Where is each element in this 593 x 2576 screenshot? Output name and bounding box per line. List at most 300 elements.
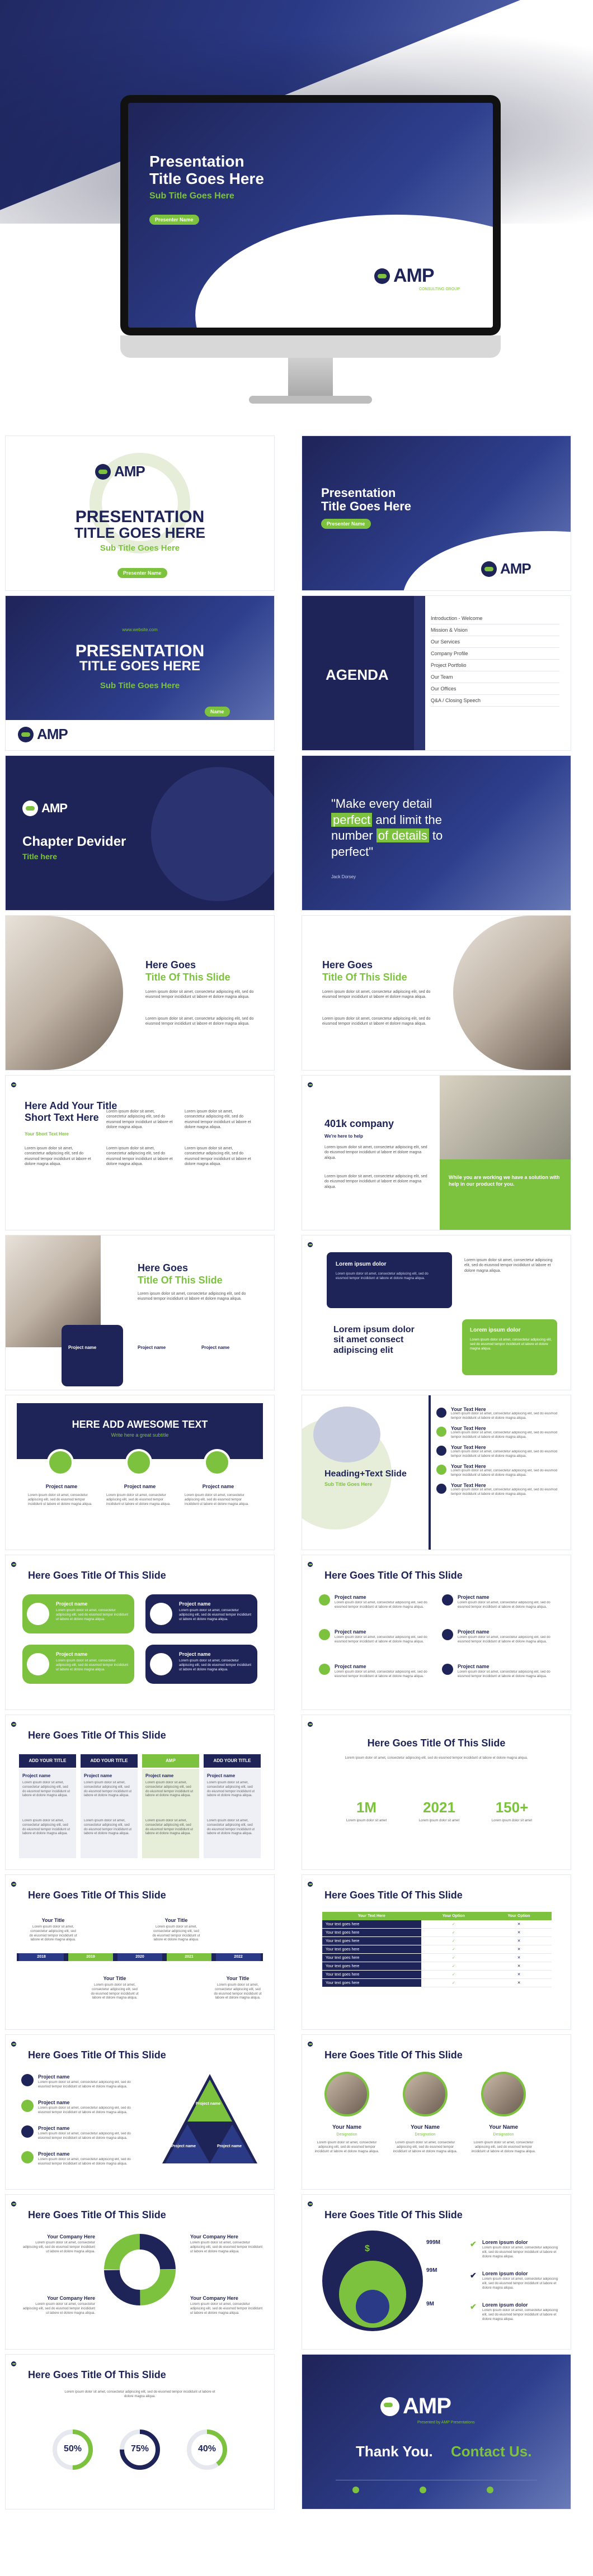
slide13-body2: Lorem ipsum dolor sit amet, consectetur adipiscing elit, sed do eiusmod tempor incididunt ut labore et dolore magna aliqua.: [106, 1494, 171, 1506]
timeline-body: Lorem ipsum dolor sit amet, consectetur adipiscing elit, sed do eiusmod tempor incididunt ut labore et dolore magna aliqua.: [152, 1925, 200, 1942]
table-header: Your Option: [486, 1912, 552, 1920]
slide9-col2b: Lorem ipsum dolor sit amet, consectetur adipiscing elit, sed do eiusmod tempor incididunt ut labore et dolore magna aliqua.: [106, 1147, 173, 1167]
cross-icon: ✕: [486, 1971, 552, 1979]
slide-awesome[interactable]: [6, 1395, 274, 1550]
slide18-stat-value: 2021: [423, 1799, 455, 1816]
team-photo: [324, 2072, 369, 2116]
slide16-project: Project name: [458, 1664, 490, 1669]
hero-banner: [0, 0, 593, 425]
project-icon: [319, 1664, 330, 1675]
agenda-item: Our Offices: [431, 683, 559, 695]
slide2-button[interactable]: Presenter Name: [321, 519, 371, 529]
slide-percentages[interactable]: [6, 2355, 274, 2509]
slide14-sub: Sub Title Goes Here: [324, 1481, 373, 1487]
project-icon-1: [47, 1449, 74, 1476]
agenda-item: Introduction - Welcome: [431, 613, 559, 624]
slide10-title: 401k company: [324, 1118, 394, 1129]
slide17-body: Lorem ipsum dolor sit amet, consectetur adipiscing elit, sed do eiusmod tempor incididunt ut labore et dolore magna aliqua.: [207, 1781, 255, 1798]
slide17-body: Lorem ipsum dolor sit amet, consectetur adipiscing elit, sed do eiusmod tempor incididunt ut labore et dolore magna aliqua.: [84, 1781, 132, 1798]
phone-icon[interactable]: [352, 2487, 359, 2493]
slide-stats[interactable]: [302, 1715, 571, 1869]
team-body: Lorem ipsum dolor sit amet, consectetur adipiscing elit, sed do eiusmod tempor incididunt ut labore et dolore magna aliqua.: [471, 2141, 536, 2153]
hands-laptop-photo: [453, 916, 571, 1070]
team-name: Your Name: [488, 2124, 519, 2130]
slide24-item: Lorem ipsum dolor: [482, 2302, 528, 2308]
team-role: Designation: [336, 2133, 357, 2137]
table-row: [322, 1929, 552, 1937]
slide23-body: Lorem ipsum dolor sit amet, consectetur adipiscing elit, sed do eiusmod tempor incididunt ut labore et dolore magna aliqua.: [22, 2241, 95, 2253]
slide8-title2: Title Of This Slide: [322, 972, 407, 983]
project-icon: [319, 1594, 330, 1606]
slide2-logo: AMP: [481, 560, 531, 577]
project-icon: [27, 1653, 49, 1675]
slide-chapter[interactable]: [6, 756, 274, 910]
agenda-title: AGENDA: [326, 666, 389, 683]
slide-thank-you[interactable]: [302, 2355, 571, 2509]
table-cell: Your text goes here: [322, 1945, 421, 1954]
slide17-col-head: ADD YOUR TITLE: [81, 1754, 138, 1768]
table-header: Your Text Here: [322, 1912, 421, 1920]
slide16-title: Here Goes Title Of This Slide: [324, 1570, 463, 1581]
hero-title-line2: Title Goes Here: [149, 169, 264, 187]
hero-logo-text: AMP: [393, 265, 434, 286]
mail-icon[interactable]: [420, 2487, 426, 2493]
slide14-item-title: Your Text Here: [451, 1445, 486, 1450]
slide11-body: Lorem ipsum dolor sit amet, consectetur adipiscing elit, sed do eiusmod tempor incididunt ut labore et dolore magna aliqua.: [138, 1292, 246, 1301]
cross-icon: ✕: [486, 1937, 552, 1945]
agenda-item: Our Team: [431, 671, 559, 683]
table-cell: Your text goes here: [322, 1971, 421, 1979]
slide1-title2: TITLE GOES HERE: [74, 524, 206, 541]
bullet-icon: [436, 1484, 446, 1494]
timeline-year: 2019: [68, 1953, 113, 1961]
slide1-button[interactable]: Presenter Name: [117, 568, 167, 578]
slide-three-column[interactable]: [6, 1076, 274, 1230]
table-row: [322, 1945, 552, 1954]
slide11-title1: Here Goes: [138, 1262, 189, 1273]
calculator-money-photo: [440, 1076, 571, 1159]
progress-value: 50%: [63, 2444, 82, 2454]
table-cell: Your text goes here: [322, 1954, 421, 1962]
slide2-title1: Presentation: [321, 486, 396, 500]
slide-six-projects[interactable]: [302, 1555, 571, 1710]
slide16-body: Lorem ipsum dolor sit amet, consectetur adipiscing elit, sed do eiusmod tempor incididunt ut labore et dolore magna aliqua.: [458, 1636, 550, 1644]
slide17-body2: Lorem ipsum dolor sit amet, consectetur adipiscing elit, sed do eiusmod tempor incididunt ut labore et dolore magna aliqua.: [84, 1819, 132, 1836]
slide17-col-head: ADD YOUR TITLE: [204, 1754, 261, 1768]
comparison-table: [322, 1912, 552, 1987]
slide3-button[interactable]: Name: [205, 707, 230, 717]
slide12-big1: Lorem ipsum dolor: [333, 1325, 415, 1334]
table-row: [322, 1962, 552, 1971]
project-icon: [319, 1629, 330, 1640]
slide14-title: Heading+Text Slide: [324, 1469, 407, 1479]
slide14-item-title: Your Text Here: [451, 1407, 486, 1412]
agenda-item: Mission & Vision: [431, 624, 559, 636]
slide23-body: Lorem ipsum dolor sit amet, consectetur adipiscing elit, sed do eiusmod tempor incididunt ut labore et dolore magna aliqua.: [22, 2303, 95, 2315]
web-icon[interactable]: [487, 2487, 493, 2493]
team-body: Lorem ipsum dolor sit amet, consectetur adipiscing elit, sed do eiusmod tempor incididunt ut labore et dolore magna aliqua.: [393, 2141, 458, 2153]
monitor-screen: [128, 103, 493, 328]
slide9-col1: Lorem ipsum dolor sit amet, consectetur adipiscing elit, sed do eiusmod tempor incididunt ut labore et dolore magna aliqua.: [25, 1147, 91, 1167]
slide23-label: Your Company Here: [190, 2234, 238, 2239]
slide21-project: Project name: [38, 2100, 70, 2105]
slide9-col3b: Lorem ipsum dolor sit amet, consectetur adipiscing elit, sed do eiusmod tempor incididunt ut labore et dolore magna aliqua.: [185, 1147, 251, 1167]
chapter-title: Chapter Devider: [22, 834, 126, 849]
slide23-body: Lorem ipsum dolor sit amet, consectetur adipiscing elit, sed do eiusmod tempor incididunt ut labore et dolore magna aliqua.: [190, 2241, 263, 2253]
project-icon: [442, 1594, 453, 1606]
slide9-col2: Lorem ipsum dolor sit amet, consectetur adipiscing elit, sed do eiusmod tempor incididunt ut labore et dolore magna aliqua.: [106, 1110, 173, 1130]
slide-columns-table[interactable]: [6, 1715, 274, 1869]
slide18-stat-value: 150+: [495, 1799, 529, 1816]
project-icon-2: [125, 1449, 152, 1476]
slide18-stat-label: Lorem ipsum dolor sit amet: [346, 1819, 387, 1822]
woman-laptop-photo: [6, 916, 123, 1070]
slide-title-photo[interactable]: [6, 596, 274, 750]
agenda-list: [431, 613, 559, 707]
slide10-side-text: While you are working we have a solution with help in our product for you.: [449, 1175, 560, 1187]
slide7-title1: Here Goes: [145, 959, 196, 970]
check-icon: ✓: [421, 1920, 487, 1929]
team-photo: [481, 2072, 526, 2116]
slide9-title1: Here Add Your Title: [25, 1100, 117, 1111]
slide3-logo: AMP: [18, 726, 68, 743]
slide-comparison-table[interactable]: [302, 1875, 571, 2029]
slide11-project3: Project name: [201, 1345, 230, 1350]
slide-title-light[interactable]: [6, 436, 274, 590]
slide16-project: Project name: [335, 1664, 366, 1669]
slide16-project: Project name: [335, 1629, 366, 1635]
slide25-title: Here Goes Title Of This Slide: [28, 2369, 166, 2380]
slide15-pill-body: Lorem ipsum dolor sit amet, consectetur adipiscing elit, sed do eiusmod tempor incididunt ut labore et dolore magna aliqua.: [56, 1659, 129, 1671]
slide16-body: Lorem ipsum dolor sit amet, consectetur adipiscing elit, sed do eiusmod tempor incididunt ut labore et dolore magna aliqua.: [335, 1636, 427, 1644]
slide14-list: [436, 1407, 559, 1502]
hero-logo-tagline: CONSULTING GROUP: [419, 287, 460, 291]
slide10-body2: Lorem ipsum dolor sit amet, consectetur adipiscing elit, sed do eiusmod tempor incididunt ut labore et dolore magna aliqua.: [324, 1175, 427, 1189]
slide15-pill-title: Project name: [179, 1651, 211, 1657]
slide23-label: Your Company Here: [47, 2234, 95, 2239]
slide7-title2: Title Of This Slide: [145, 972, 230, 983]
project-icon: [21, 2100, 34, 2112]
slide16-body: Lorem ipsum dolor sit amet, consectetur adipiscing elit, sed do eiusmod tempor incididunt ut labore et dolore magna aliqua.: [458, 1670, 550, 1678]
slide18-title: Here Goes Title Of This Slide: [367, 1737, 506, 1749]
slide15-pill: [22, 1594, 134, 1633]
slide-donut[interactable]: [6, 2195, 274, 2349]
timeline-body: Lorem ipsum dolor sit amet, consectetur adipiscing elit, sed do eiusmod tempor incididunt ut labore et dolore magna aliqua.: [29, 1925, 77, 1942]
slide8-body2: Lorem ipsum dolor sit amet, consectetur adipiscing elit, sed do eiusmod tempor incididunt ut labore et dolore magna aliqua.: [322, 1017, 431, 1026]
slide15-pill: [145, 1645, 257, 1684]
table-row: [322, 1954, 552, 1962]
quote-text: "Make every detail perfect and limit the number of details to perfect": [331, 797, 443, 859]
slide1-title: PRESENTATION: [75, 508, 205, 526]
slide17-body2: Lorem ipsum dolor sit amet, consectetur adipiscing elit, sed do eiusmod tempor incididunt ut labore et dolore magna aliqua.: [22, 1819, 70, 1836]
checkmark-icon: ✔: [470, 2271, 477, 2280]
slide15-pill-body: Lorem ipsum dolor sit amet, consectetur adipiscing elit, sed do eiusmod tempor incididunt ut labore et dolore magna aliqua.: [179, 1659, 252, 1671]
slide21-project: Project name: [38, 2151, 70, 2157]
slide21-triangle: [162, 2074, 257, 2169]
slide10-sub: We're here to help: [324, 1134, 363, 1139]
slide14-item-title: Your Text Here: [451, 1426, 486, 1431]
slide21-title: Here Goes Title Of This Slide: [28, 2049, 166, 2061]
slide19-title: Here Goes Title Of This Slide: [28, 1890, 166, 1901]
slide13-sub: Write here a great subtitle: [111, 1432, 169, 1438]
slide26-thanks: Thank You.: [356, 2443, 433, 2460]
hero-logo: [374, 265, 434, 287]
slide12-box1-body: Lorem ipsum dolor sit amet, consectetur adipiscing elit, sed do eiusmod tempor incididunt ut labore et dolore magna aliqua.: [336, 1272, 429, 1280]
cross-icon: ✕: [486, 1979, 552, 1987]
amp-logo-icon: [374, 268, 390, 284]
bullet-icon: [436, 1408, 446, 1418]
slide7-body2: Lorem ipsum dolor sit amet, consectetur adipiscing elit, sed do eiusmod tempor incididunt ut labore et dolore magna aliqua.: [145, 1017, 254, 1026]
slide23-label: Your Company Here: [190, 2295, 238, 2301]
slide17-title: Here Goes Title Of This Slide: [28, 1730, 166, 1741]
slide11-project1: Project name: [68, 1345, 97, 1350]
slide13-project2: Project name: [124, 1484, 156, 1489]
slide13-project1: Project name: [45, 1484, 78, 1489]
slide3-url: www.website.com: [122, 627, 158, 632]
slide21-tri-2: Project name: [171, 2144, 196, 2148]
slide23-label: Your Company Here: [47, 2295, 95, 2301]
slide23-body: Lorem ipsum dolor sit amet, consectetur adipiscing elit, sed do eiusmod tempor incididunt ut labore et dolore magna aliqua.: [190, 2303, 263, 2315]
timeline-year: 2018: [19, 1953, 64, 1961]
table-cell: Your text goes here: [322, 1937, 421, 1945]
slide17-col-head: ADD YOUR TITLE: [19, 1754, 76, 1768]
project-icon: [150, 1653, 172, 1675]
monitor-chin: [120, 335, 501, 358]
slide14-item: [436, 1464, 559, 1478]
slide14-item-title: Your Text Here: [451, 1483, 486, 1488]
table-cell: Your text goes here: [322, 1929, 421, 1937]
slide-image-left[interactable]: [6, 916, 274, 1070]
team-role: Designation: [415, 2133, 436, 2137]
timeline-label: Your Title: [164, 1917, 188, 1923]
slide24-body: Lorem ipsum dolor sit amet, consectetur adipiscing elit, sed do eiusmod tempor incididunt ut labore et dolore magna aliqua.: [482, 2246, 558, 2258]
slide15-pill-body: Lorem ipsum dolor sit amet, consectetur adipiscing elit, sed do eiusmod tempor incididunt ut labore et dolore magna aliqua.: [56, 1609, 129, 1621]
slide21-body: Lorem ipsum dolor sit amet, consectetur adipiscing elit, sed do eiusmod tempor incididunt ut labore et dolore magna aliqua.: [38, 2132, 131, 2140]
check-icon: ✓: [421, 1971, 487, 1979]
slide-nested-circles[interactable]: [302, 2195, 571, 2349]
slide17-body: Lorem ipsum dolor sit amet, consectetur adipiscing elit, sed do eiusmod tempor incididunt ut labore et dolore magna aliqua.: [145, 1781, 194, 1798]
chapter-subtitle: Title here: [22, 852, 57, 861]
team-name: Your Name: [410, 2124, 440, 2130]
slide17-project: Project name: [145, 1773, 174, 1778]
slide-image-projects[interactable]: [6, 1235, 274, 1390]
dollar-icon: $: [365, 2244, 370, 2253]
timeline-label: Your Title: [41, 1917, 65, 1923]
corner-logo-icon: [11, 1082, 16, 1087]
slide24-body: Lorem ipsum dolor sit amet, consectetur adipiscing elit, sed do eiusmod tempor incididunt ut labore et dolore magna aliqua.: [482, 2277, 558, 2290]
hero-presenter-button[interactable]: Presenter Name: [149, 215, 199, 225]
check-icon: ✓: [421, 1962, 487, 1971]
slide15-pill: [145, 1594, 257, 1633]
slide14-item: [436, 1407, 559, 1421]
table-header-row: [322, 1912, 552, 1920]
slide-agenda[interactable]: [302, 596, 571, 750]
slide1-logo: AMP: [95, 463, 145, 480]
timeline-label: Your Title: [103, 1976, 126, 1981]
slide16-body: Lorem ipsum dolor sit amet, consectetur adipiscing elit, sed do eiusmod tempor incididunt ut labore et dolore magna aliqua.: [335, 1670, 427, 1678]
slide17-project: Project name: [22, 1773, 51, 1778]
agenda-item: Our Services: [431, 636, 559, 648]
agenda-item: Company Profile: [431, 648, 559, 660]
slide3-subtitle: Sub Title Goes Here: [100, 681, 180, 690]
check-icon: ✓: [421, 1979, 487, 1987]
slide21-body: Lorem ipsum dolor sit amet, consectetur adipiscing elit, sed do eiusmod tempor incididunt ut labore et dolore magna aliqua.: [38, 2081, 131, 2089]
monitor-stand: [288, 358, 333, 397]
slide12-box2-body: Lorem ipsum dolor sit amet, consectetur adipiscing elit, sed do eiusmod tempor incididunt ut labore et dolore magna aliqua.: [470, 1338, 552, 1351]
slide21-project: Project name: [38, 2125, 70, 2131]
cross-icon: ✕: [486, 1929, 552, 1937]
hero-subtitle: Sub Title Goes Here: [149, 191, 234, 201]
slide13-project3: Project name: [202, 1484, 234, 1489]
check-icon: ✓: [421, 1937, 487, 1945]
slide18-body: Lorem ipsum dolor sit amet, consectetur adipiscing elit, sed do eiusmod tempor incididunt ut labore et dolore magna aliqua.: [345, 1756, 528, 1760]
slide20-title: Here Goes Title Of This Slide: [324, 1890, 463, 1901]
slide22-title: Here Goes Title Of This Slide: [324, 2049, 463, 2061]
progress-value: 40%: [197, 2444, 217, 2454]
checkmark-icon: ✔: [470, 2302, 477, 2311]
project-icon: [21, 2074, 34, 2086]
checkmark-icon: ✔: [470, 2239, 477, 2248]
slide18-stat-label: Lorem ipsum dolor sit amet: [418, 1819, 460, 1822]
quote-author: Jack Dorsey: [331, 874, 356, 879]
slide14-item: [436, 1426, 559, 1440]
cross-icon: ✕: [486, 1962, 552, 1971]
slide24-title: Here Goes Title Of This Slide: [324, 2209, 463, 2220]
slide16-project: Project name: [458, 1629, 490, 1635]
slide15-title: Here Goes Title Of This Slide: [28, 1570, 166, 1581]
slide14-item-body: Lorem ipsum dolor sit amet, consectetur adipiscing elit, sed do eiusmod tempor incididunt ut labore et dolore magna aliqua.: [451, 1450, 558, 1458]
slide12-box1-title: Lorem ipsum dolor: [336, 1261, 387, 1267]
slide17-body2: Lorem ipsum dolor sit amet, consectetur adipiscing elit, sed do eiusmod tempor incididunt ut labore et dolore magna aliqua.: [145, 1819, 194, 1836]
monitor-base: [249, 396, 372, 404]
slide18-stat-label: Lorem ipsum dolor sit amet: [491, 1819, 533, 1822]
slide14-item: [436, 1445, 559, 1459]
slide-timeline[interactable]: [6, 1875, 274, 2029]
timeline-label: Your Title: [226, 1976, 250, 1981]
timeline-body: Lorem ipsum dolor sit amet, consectetur adipiscing elit, sed do eiusmod tempor incididunt ut labore et dolore magna aliqua.: [214, 1983, 262, 2000]
cross-icon: ✕: [486, 1920, 552, 1929]
slide9-sub: Your Short Text Here: [25, 1131, 69, 1137]
slide-image-right[interactable]: [302, 916, 571, 1070]
check-icon: ✓: [421, 1954, 487, 1962]
slide15-pill: [22, 1645, 134, 1684]
slide14-item-body: Lorem ipsum dolor sit amet, consectetur adipiscing elit, sed do eiusmod tempor incididunt ut labore et dolore magna aliqua.: [451, 1469, 558, 1477]
slide-title-blue[interactable]: [302, 436, 571, 590]
project-icon: [442, 1664, 453, 1675]
timeline-year: 2022: [216, 1953, 261, 1961]
slide21-tri-3: Project name: [217, 2144, 242, 2148]
slide17-project: Project name: [84, 1773, 112, 1778]
slide23-title: Here Goes Title Of This Slide: [28, 2209, 166, 2220]
team-name: Your Name: [332, 2124, 362, 2130]
slide-boxes[interactable]: [302, 1235, 571, 1390]
screen-wave: [195, 215, 493, 328]
slide16-project: Project name: [335, 1594, 366, 1600]
team-photo: [403, 2072, 448, 2116]
project-icon: [150, 1603, 172, 1625]
bullet-icon: [436, 1446, 446, 1456]
slide12-right-body: Lorem ipsum dolor sit amet, consectetur adipiscing elit, sed do eiusmod tempor incididunt ut labore et dolore magna aliqua.: [464, 1258, 553, 1273]
agenda-item: Q&A / Closing Speech: [431, 695, 559, 707]
slide14-item: [436, 1483, 559, 1497]
slide13-body3: Lorem ipsum dolor sit amet, consectetur adipiscing elit, sed do eiusmod tempor incididunt ut labore et dolore magna aliqua.: [185, 1494, 249, 1506]
slide5-logo: AMP: [22, 801, 67, 816]
slide7-body: Lorem ipsum dolor sit amet, consectetur adipiscing elit, sed do eiusmod tempor incididunt ut labore et dolore magna aliqua.: [145, 990, 254, 1000]
slide14-item-body: Lorem ipsum dolor sit amet, consectetur adipiscing elit, sed do eiusmod tempor incididunt ut labore et dolore magna aliqua.: [451, 1412, 558, 1420]
slide8-title1: Here Goes: [322, 959, 373, 970]
project-icon: [442, 1629, 453, 1640]
slide-quote[interactable]: [302, 756, 571, 910]
slide17-project: Project name: [207, 1773, 236, 1778]
slide-team[interactable]: [302, 2035, 571, 2189]
timeline-body: Lorem ipsum dolor sit amet, consectetur adipiscing elit, sed do eiusmod tempor incididunt ut labore et dolore magna aliqua.: [91, 1983, 139, 2000]
slide24-value3: 9M: [426, 2301, 434, 2307]
slide21-tri-1: Project name: [196, 2102, 220, 2106]
slide2-title2: Title Goes Here: [321, 499, 411, 514]
slide17-body2: Lorem ipsum dolor sit amet, consectetur adipiscing elit, sed do eiusmod tempor incididunt ut labore et dolore magna aliqua.: [207, 1819, 255, 1836]
slide13-title: HERE ADD AWESOME TEXT: [72, 1419, 208, 1430]
hero-title: [149, 153, 264, 188]
bullet-icon: [436, 1427, 446, 1437]
check-icon: ✓: [421, 1945, 487, 1954]
table-row: [322, 1971, 552, 1979]
slide21-project: Project name: [38, 2074, 70, 2080]
slide-triangle[interactable]: [6, 2035, 274, 2189]
cross-icon: ✕: [486, 1945, 552, 1954]
slide26-tag: Presented by AMP Presentations: [417, 2421, 475, 2425]
slide10-body: Lorem ipsum dolor sit amet, consectetur adipiscing elit, sed do eiusmod tempor incididunt ut labore et dolore magna aliqua.: [324, 1145, 427, 1160]
slide11-title2: Title Of This Slide: [138, 1275, 223, 1286]
table-cell: Your text goes here: [322, 1962, 421, 1971]
slide26-logo: AMP: [380, 2394, 451, 2419]
team-body: Lorem ipsum dolor sit amet, consectetur adipiscing elit, sed do eiusmod tempor incididunt ut labore et dolore magna aliqua.: [314, 2141, 379, 2153]
project-icon: [27, 1603, 49, 1625]
table-header: Your Option: [421, 1912, 487, 1920]
slide16-project: Project name: [458, 1594, 490, 1600]
bullet-icon: [436, 1465, 446, 1475]
slide16-body: Lorem ipsum dolor sit amet, consectetur adipiscing elit, sed do eiusmod tempor incididunt ut labore et dolore magna aliqua.: [458, 1601, 550, 1609]
cross-icon: ✕: [486, 1954, 552, 1962]
slide11-project2: Project name: [138, 1345, 166, 1350]
slide24-value2: 99M: [426, 2267, 437, 2274]
slide21-body: Lorem ipsum dolor sit amet, consectetur adipiscing elit, sed do eiusmod tempor incididunt ut labore et dolore magna aliqua.: [38, 2158, 131, 2166]
project-icon-3: [204, 1449, 230, 1476]
table-row: [322, 1979, 552, 1987]
slide-pills[interactable]: [6, 1555, 274, 1710]
slide15-pill-title: Project name: [179, 1601, 211, 1607]
slide26-contact: Contact Us.: [451, 2443, 532, 2460]
slide8-body: Lorem ipsum dolor sit amet, consectetur adipiscing elit, sed do eiusmod tempor incididunt ut labore et dolore magna aliqua.: [322, 990, 431, 1000]
slide15-pill-body: Lorem ipsum dolor sit amet, consectetur adipiscing elit, sed do eiusmod tempor incididunt ut labore et dolore magna aliqua.: [179, 1609, 252, 1621]
monitor-mockup: [120, 95, 501, 335]
slide24-item: Lorem ipsum dolor: [482, 2271, 528, 2276]
slide24-body: Lorem ipsum dolor sit amet, consectetur adipiscing elit, sed do eiusmod tempor incididunt ut labore et dolore magna aliqua.: [482, 2309, 558, 2321]
table-cell: Your text goes here: [322, 1979, 421, 1987]
slide14-item-body: Lorem ipsum dolor sit amet, consectetur adipiscing elit, sed do eiusmod tempor incididunt ut labore et dolore magna aliqua.: [451, 1488, 558, 1496]
timeline-year: 2021: [167, 1953, 211, 1961]
team-role: Designation: [493, 2133, 514, 2137]
slide3-title2: TITLE GOES HERE: [79, 659, 201, 674]
slide1-subtitle: Sub Title Goes Here: [100, 543, 180, 553]
slide18-stat-value: 1M: [356, 1799, 377, 1816]
slide-401k[interactable]: [302, 1076, 571, 1230]
timeline-year: 2020: [117, 1953, 162, 1961]
table-row: [322, 1937, 552, 1945]
slide16-body: Lorem ipsum dolor sit amet, consectetur adipiscing elit, sed do eiusmod tempor incididunt ut labore et dolore magna aliqua.: [335, 1601, 427, 1609]
project-icon: [21, 2151, 34, 2163]
slide-heading-text[interactable]: [302, 1395, 571, 1550]
slide12-box2-title: Lorem ipsum dolor: [470, 1327, 521, 1333]
